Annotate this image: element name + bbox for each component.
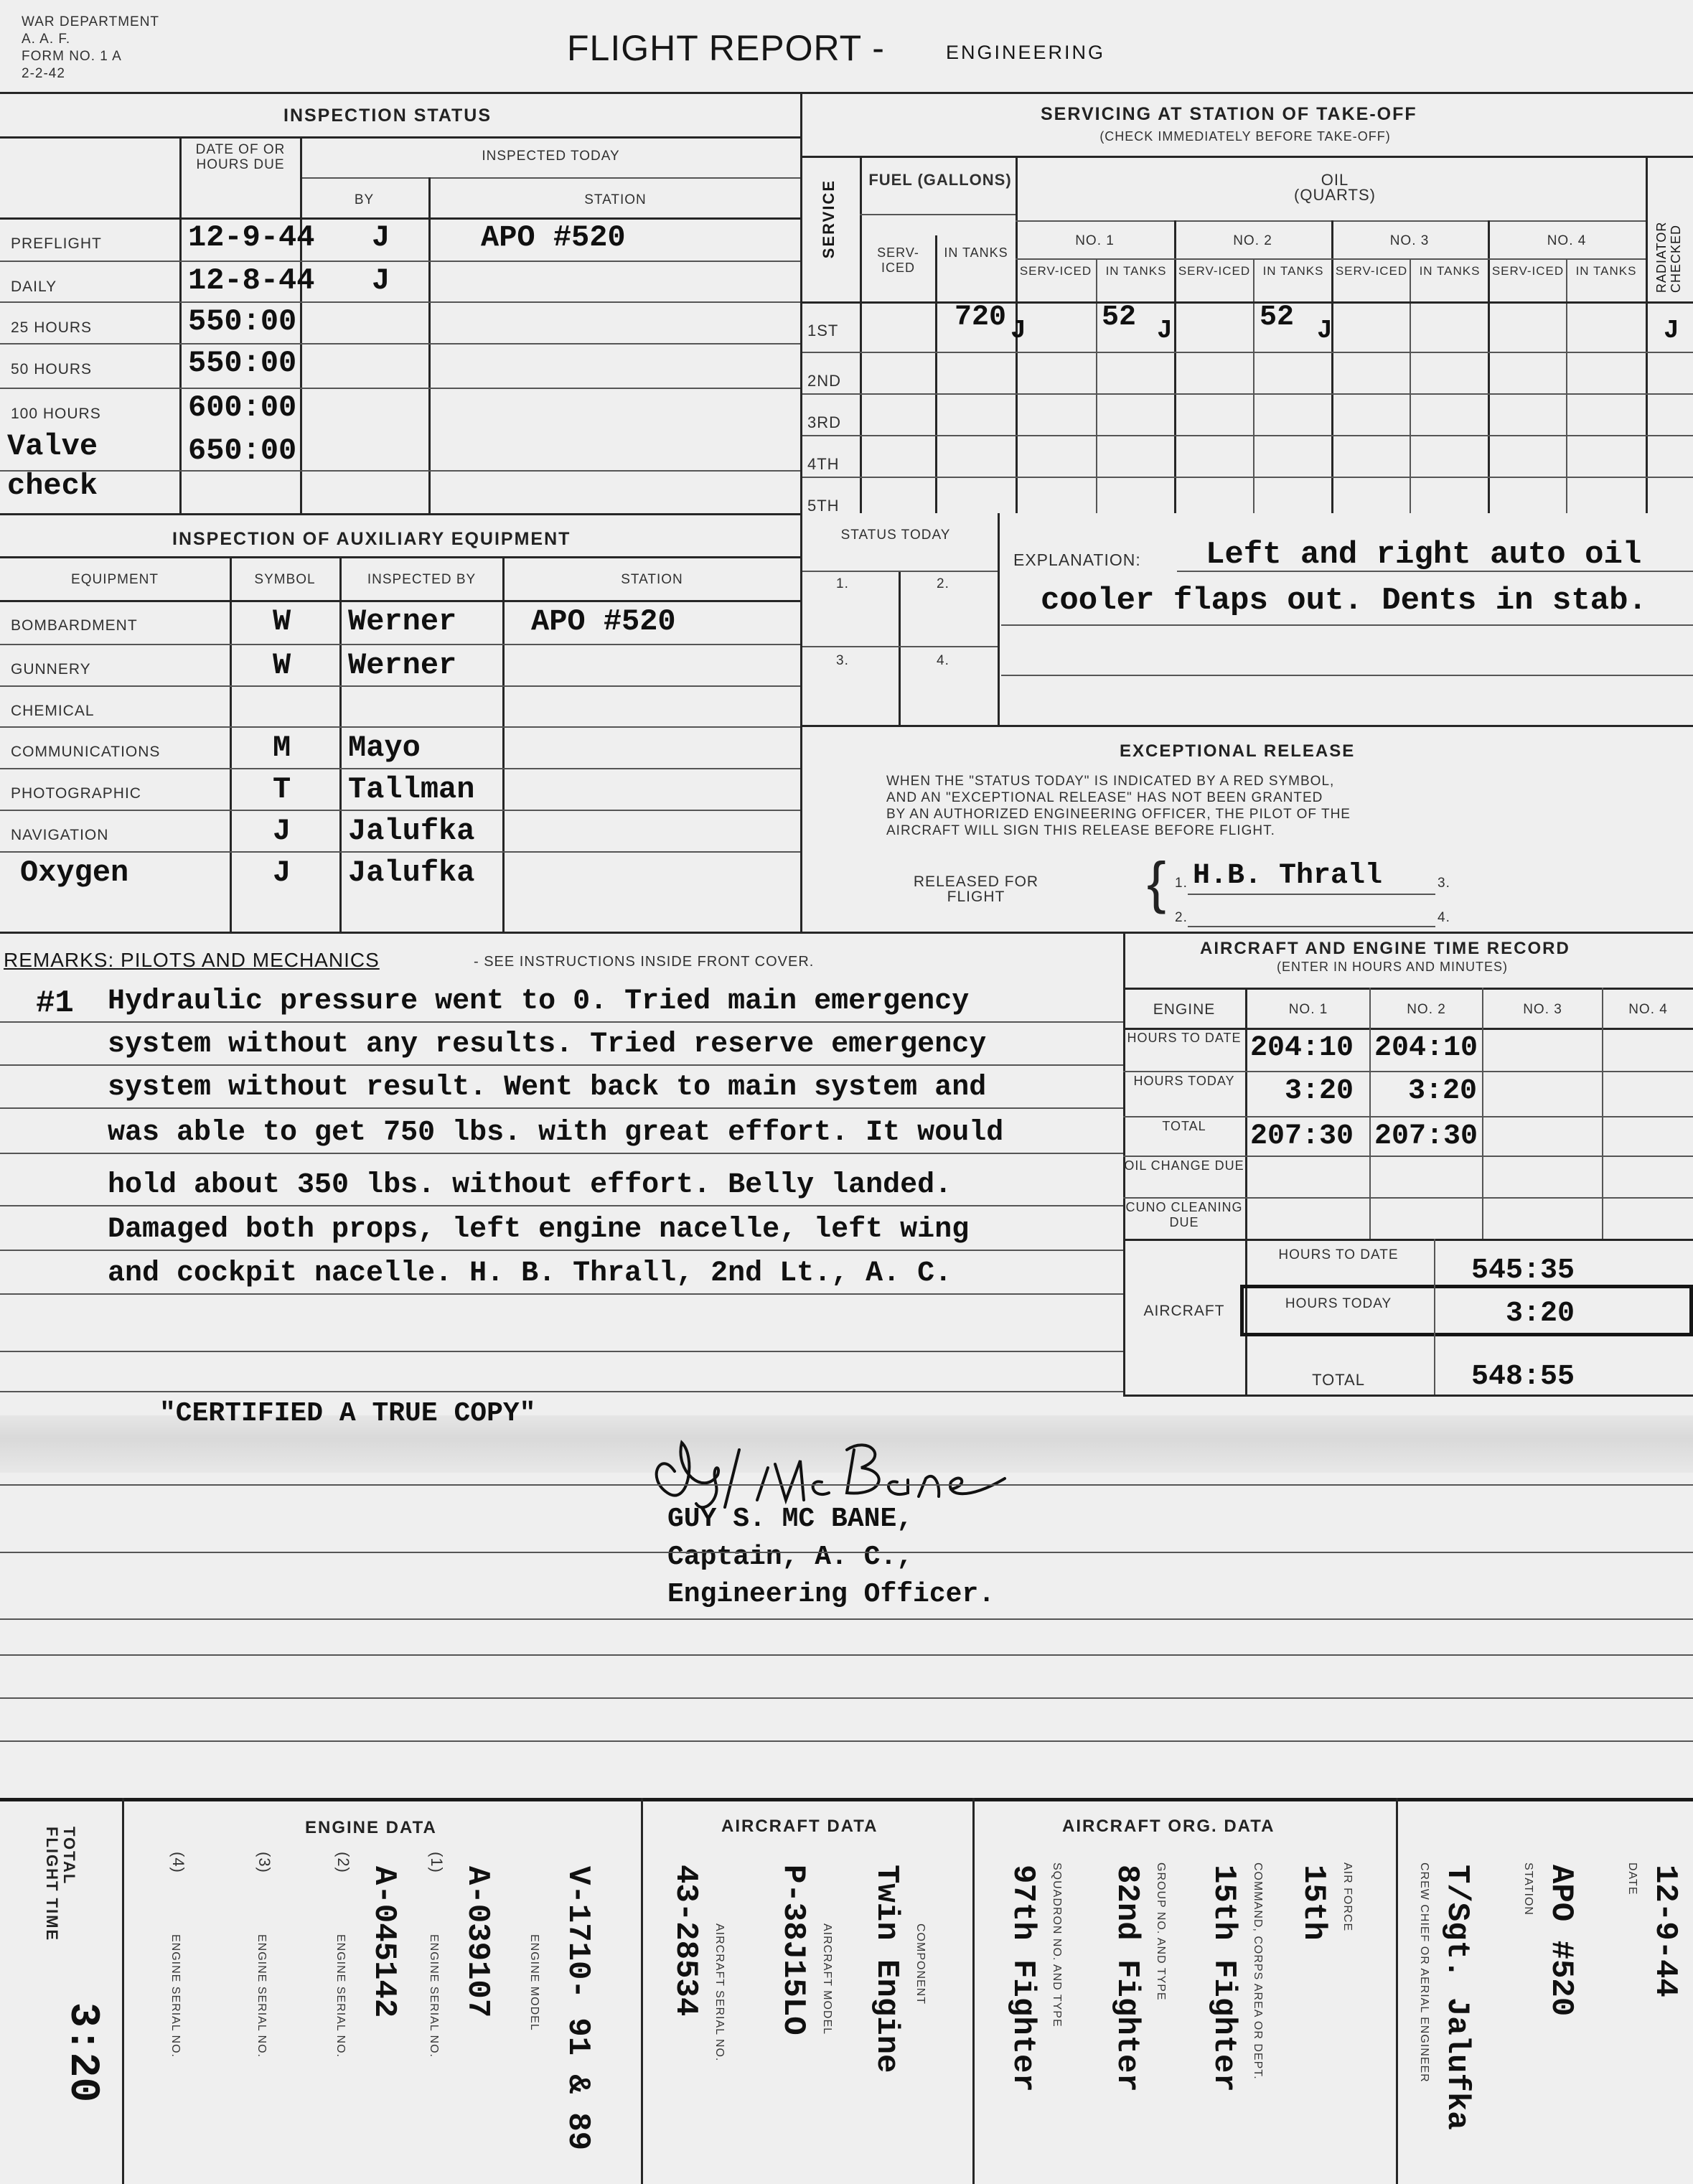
engine-no4-header: NO. 4: [1628, 1002, 1668, 1017]
remarks-line-4: hold about 350 lbs. without effort. Belly landed.: [108, 1169, 952, 1201]
org-col-value-1: 82nd Fighter: [1109, 1865, 1145, 2092]
service-row-2: 3RD: [807, 413, 842, 431]
servicing-subtitle: (CHECK IMMEDIATELY BEFORE TAKE-OFF): [1099, 129, 1391, 144]
fuel-in-tanks-1st: 720: [955, 301, 1007, 334]
ac-total: 548:55: [1471, 1361, 1575, 1393]
fuel-header: FUEL (GALLONS): [868, 171, 1012, 189]
aircraft-col-label-2: COMPONENT: [914, 1923, 927, 2005]
engine-no1-header: NO. 1: [1288, 1002, 1328, 1017]
org-col-value-3: 15th: [1295, 1865, 1331, 1941]
engine-col-label-4: ENGINE MODEL: [528, 1934, 540, 2031]
org-col-label-1: GROUP NO. AND TYPE: [1155, 1862, 1167, 2001]
status-today-header: STATUS TODAY: [840, 528, 951, 543]
org-col-label-3: AIR FORCE: [1341, 1862, 1354, 1932]
oil1-in-tanks-header: IN TANKS: [1105, 264, 1167, 278]
aux-inspected-by-1: Werner: [348, 648, 457, 683]
aircraft-label: AIRCRAFT: [1143, 1303, 1225, 1319]
station-header: STATION: [584, 192, 647, 207]
release-number-3: 3.: [1438, 876, 1450, 891]
crew-col-label-2: DATE: [1626, 1862, 1638, 1895]
inspection-label-6: check: [7, 469, 98, 503]
time-label-0: HOURS TO DATE: [1127, 1031, 1242, 1045]
release-number-4: 4.: [1438, 910, 1450, 925]
radiator-mark-1st: J: [1664, 316, 1679, 345]
engine2-time-0: 204:10: [1374, 1032, 1478, 1064]
remarks-line-6: and cockpit nacelle. H. B. Thrall, 2nd Lt., A. C.: [108, 1257, 952, 1290]
engine-col-value-4: V-1710- 91 & 89: [560, 1866, 596, 2151]
release-brace: {: [1147, 850, 1166, 914]
aircraft-col-value-1: P-38J15LO: [775, 1865, 811, 2035]
aux-label-2: CHEMICAL: [11, 703, 95, 719]
inspection-label-0: PREFLIGHT: [11, 235, 102, 252]
aux-label-6: Oxygen: [20, 856, 129, 890]
remarks-line-1: system without any results. Tried reserve emergency: [108, 1028, 987, 1061]
time-label-1: HOURS TODAY: [1133, 1074, 1235, 1088]
ac-total-label: TOTAL: [1312, 1371, 1365, 1389]
release-text-2: AND AN "EXCEPTIONAL RELEASE" HAS NOT BEEN GRANTED: [886, 790, 1323, 805]
date-due-header: DATE OF OR HOURS DUE: [195, 142, 286, 172]
remarks-line-3: was able to get 750 lbs. with great effort. It would: [108, 1117, 1004, 1149]
aux-symbol-1: W: [273, 648, 291, 683]
inspected-today-header: INSPECTED TODAY: [482, 149, 620, 164]
engine1-time-1: 3:20: [1285, 1075, 1354, 1107]
release-number-1: 1.: [1175, 876, 1188, 891]
oil4-serviced-header: SERV-ICED: [1491, 264, 1565, 278]
remarks-instructions: - SEE INSTRUCTIONS INSIDE FRONT COVER.: [474, 954, 815, 970]
aircraft-col-value-2: Twin Engine: [868, 1865, 904, 2073]
release-text-3: BY AN AUTHORIZED ENGINEERING OFFICER, THE PILOT OF THE: [886, 807, 1351, 822]
remarks-line-0: Hydraulic pressure went to 0. Tried main emergency: [108, 985, 970, 1018]
equipment-header: EQUIPMENT: [71, 572, 159, 587]
status-cell-4: 4.: [937, 653, 949, 668]
inspection-label-2: 25 HOURS: [11, 319, 93, 336]
remarks-item-number: #1: [36, 985, 74, 1021]
aux-label-5: NAVIGATION: [11, 827, 109, 843]
remarks-label: REMARKS: PILOTS AND MECHANICS: [4, 949, 380, 971]
org-col-value-0: 97th Fighter: [1005, 1865, 1041, 2092]
oil3-in-tanks-header: IN TANKS: [1419, 264, 1481, 278]
oil3-serviced-header: SERV-ICED: [1335, 264, 1408, 278]
inspection-status-title: INSPECTION STATUS: [283, 106, 492, 126]
oil1-serviced-header: SERV-ICED: [1019, 264, 1092, 278]
aircraft-col-value-0: 43-28534: [667, 1865, 703, 2017]
aux-inspected-by-6: Jalufka: [348, 856, 475, 890]
inspection-by-1: J: [372, 263, 390, 298]
inspection-due-2: 550:00: [188, 304, 297, 339]
exceptional-release-title: EXCEPTIONAL RELEASE: [1120, 741, 1356, 761]
aux-inspected-by-4: Tallman: [348, 772, 475, 807]
aux-label-1: GUNNERY: [11, 661, 91, 678]
explanation-line-1: Left and right auto oil: [1206, 537, 1642, 573]
ac-hours-today-label: HOURS TODAY: [1285, 1296, 1392, 1311]
aux-symbol-3: M: [273, 731, 291, 765]
status-cell-2: 2.: [937, 576, 949, 591]
aux-label-0: BOMBARDMENT: [11, 617, 138, 634]
inspection-station-0: APO #520: [481, 220, 626, 255]
engine-col-label-3: ENGINE SERIAL NO.: [428, 1934, 440, 2058]
oil2-serviced-header: SERV-ICED: [1178, 264, 1251, 278]
symbol-header: SYMBOL: [254, 572, 316, 587]
engine-col-value-2: A-045142: [366, 1866, 402, 2018]
engine1-time-0: 204:10: [1250, 1032, 1354, 1064]
oil1-value-1st: 52: [1102, 301, 1137, 334]
oil1-mark-1st: J: [1157, 316, 1173, 345]
engine2-time-2: 207:30: [1374, 1120, 1478, 1153]
engine-col-label-0: ENGINE SERIAL NO.: [169, 1934, 182, 2058]
service-row-4: 5TH: [807, 497, 840, 515]
engine2-time-1: 3:20: [1408, 1075, 1478, 1107]
oil-no4-header: NO. 4: [1547, 233, 1587, 248]
crew-col-label-0: CREW CHIEF OR AERIAL ENGINEER: [1418, 1862, 1430, 2083]
aux-title: INSPECTION OF AUXILIARY EQUIPMENT: [172, 529, 571, 549]
org-col-label-0: SQUADRON NO. AND TYPE: [1051, 1862, 1063, 2028]
officer-title: Engineering Officer.: [667, 1579, 995, 1610]
crew-col-value-2: 12-9-44: [1647, 1865, 1683, 1997]
release-text-1: WHEN THE "STATUS TODAY" IS INDICATED BY A RED SYMBOL,: [886, 774, 1335, 789]
crew-col-value-1: APO #520: [1543, 1865, 1579, 2017]
inspection-due-5: 650:00: [188, 433, 297, 468]
aux-label-4: PHOTOGRAPHIC: [11, 785, 141, 802]
oil-no3-header: NO. 3: [1389, 233, 1430, 248]
engine-col-number-2: (2): [334, 1852, 352, 1873]
status-cell-1: 1.: [836, 576, 849, 591]
engine1-time-2: 207:30: [1250, 1120, 1354, 1153]
inspection-due-1: 12-8-44: [188, 263, 315, 298]
form-date: 2-2-42: [22, 66, 65, 81]
engine-no2-header: NO. 2: [1407, 1002, 1446, 1017]
inspection-label-1: DAILY: [11, 278, 57, 295]
time-label-4: CUNO CLEANING DUE: [1125, 1200, 1243, 1229]
engine-label: ENGINE: [1153, 1001, 1216, 1018]
inspection-label-5: Valve: [7, 429, 98, 464]
remarks-line-5: Damaged both props, left engine nacelle, left wing: [108, 1214, 970, 1246]
certified-copy: "CERTIFIED A TRUE COPY": [159, 1398, 536, 1429]
aux-inspected-by-0: Werner: [348, 604, 457, 639]
crew-col-label-1: STATION: [1522, 1862, 1534, 1916]
time-record-title: AIRCRAFT AND ENGINE TIME RECORD: [1200, 939, 1570, 958]
oil2-value-1st: 52: [1260, 301, 1295, 334]
engine-col-number-0: (4): [169, 1852, 187, 1873]
engine-data-title: ENGINE DATA: [305, 1818, 437, 1837]
inspection-label-4: 100 HOURS: [11, 406, 101, 422]
servicing-title: SERVICING AT STATION OF TAKE-OFF: [1041, 104, 1417, 124]
released-for-flight-label: RELEASED FOR FLIGHT: [913, 873, 1039, 905]
inspection-due-4: 600:00: [188, 390, 297, 425]
radiator-header: RADIATOR CHECKED: [1654, 221, 1683, 293]
service-row-0: 1ST: [807, 322, 839, 339]
aux-station-0: APO #520: [531, 604, 676, 639]
form-subtitle: ENGINEERING: [946, 42, 1106, 63]
release-signer: H.B. Thrall: [1193, 860, 1383, 892]
engine-no3-header: NO. 3: [1523, 1002, 1562, 1017]
explanation-line-2: cooler flaps out. Dents in stab.: [1041, 583, 1647, 619]
oil2-mark-1st: J: [1317, 316, 1333, 345]
oil-no1-header: NO. 1: [1075, 233, 1115, 248]
department-line-1: WAR DEPARTMENT: [22, 14, 160, 29]
release-text-4: AIRCRAFT WILL SIGN THIS RELEASE BEFORE FLIGHT.: [886, 823, 1275, 838]
service-row-1: 2ND: [807, 372, 842, 390]
oil-header: OIL (QUARTS): [1294, 171, 1376, 204]
form-number: FORM NO. 1 A: [22, 49, 122, 64]
aircraft-data-title: AIRCRAFT DATA: [721, 1817, 878, 1836]
aux-symbol-0: W: [273, 604, 291, 639]
fuel-mark-1st: J: [1010, 316, 1026, 345]
total-flight-time: 3:20: [59, 2002, 105, 2103]
org-col-value-2: 15th Fighter: [1206, 1865, 1242, 2092]
aux-symbol-5: J: [273, 814, 291, 848]
officer-rank: Captain, A. C.,: [667, 1542, 914, 1573]
inspection-label-3: 50 HOURS: [11, 361, 93, 378]
engine-col-label-1: ENGINE SERIAL NO.: [255, 1934, 268, 2058]
engine-col-number-1: (3): [255, 1852, 273, 1873]
inspection-by-0: J: [372, 220, 390, 255]
aircraft-col-label-0: AIRCRAFT SERIAL NO.: [713, 1923, 726, 2062]
fuel-in-tanks-header: IN TANKS: [944, 245, 1008, 260]
engine-col-number-3: (1): [428, 1852, 446, 1873]
engine-col-label-2: ENGINE SERIAL NO.: [334, 1934, 347, 2058]
remarks-line-2: system without result. Went back to main system and: [108, 1072, 987, 1104]
time-label-2: TOTAL: [1162, 1119, 1206, 1133]
officer-name: GUY S. MC BANE,: [667, 1504, 914, 1534]
explanation-label: EXPLANATION:: [1013, 550, 1141, 569]
oil2-in-tanks-header: IN TANKS: [1262, 264, 1324, 278]
oil4-in-tanks-header: IN TANKS: [1575, 264, 1637, 278]
aux-station-header: STATION: [621, 572, 683, 587]
total-flight-time-label: TOTAL FLIGHT TIME: [43, 1827, 78, 1942]
inspected-by-header: INSPECTED BY: [367, 572, 477, 587]
aux-inspected-by-5: Jalufka: [348, 814, 475, 848]
inspection-due-0: 12-9-44: [188, 220, 315, 255]
aux-symbol-4: T: [273, 772, 291, 807]
department-line-2: A. A. F.: [22, 32, 71, 47]
service-label: SERVICE: [820, 179, 838, 259]
ac-hours-to-date-label: HOURS TO DATE: [1278, 1247, 1399, 1262]
inspection-due-3: 550:00: [188, 346, 297, 380]
aux-inspected-by-3: Mayo: [348, 731, 421, 765]
fuel-serviced-header: SERV-ICED: [877, 245, 919, 275]
crew-col-value-0: T/Sgt. Jalufka: [1439, 1865, 1475, 2130]
aircraft-col-label-1: AIRCRAFT MODEL: [821, 1923, 833, 2035]
status-cell-3: 3.: [836, 653, 849, 668]
by-header: BY: [354, 192, 375, 207]
time-record-subtitle: (ENTER IN HOURS AND MINUTES): [1276, 960, 1508, 974]
service-row-3: 4TH: [807, 455, 840, 473]
form-title: FLIGHT REPORT -: [567, 28, 885, 68]
release-number-2: 2.: [1175, 910, 1188, 925]
engine-col-value-3: A-039107: [459, 1866, 495, 2018]
oil-no2-header: NO. 2: [1233, 233, 1272, 248]
org-data-title: AIRCRAFT ORG. DATA: [1062, 1817, 1275, 1836]
time-label-3: OIL CHANGE DUE: [1124, 1158, 1244, 1173]
ac-hours-to-date: 545:35: [1471, 1255, 1575, 1287]
org-col-label-2: COMMAND, CORPS AREA OR DEPT.: [1252, 1862, 1264, 2080]
ac-hours-today: 3:20: [1506, 1298, 1575, 1330]
aux-symbol-6: J: [273, 856, 291, 890]
aux-label-3: COMMUNICATIONS: [11, 744, 161, 760]
